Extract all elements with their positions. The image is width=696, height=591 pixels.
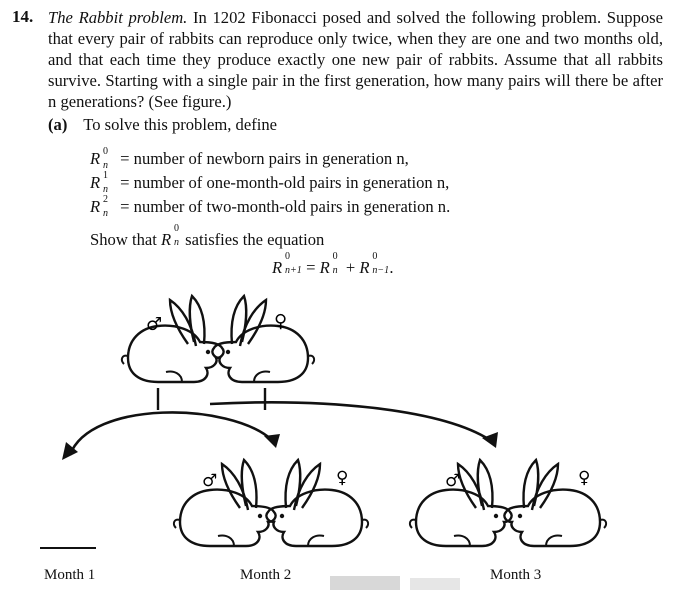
problem-text [48,7,663,112]
definition-text: = number of newborn pairs in generation n, [120,149,409,168]
show-suffix: satisfies the equation [185,230,325,249]
month-1-label: Month 1 [44,567,96,583]
rabbit-female-month-3 [504,460,606,546]
female-symbol-month-1: ♀ [274,311,288,332]
recurrence-equation: R 0 n+1 = R 0 n + R 0 n−1 . [272,251,394,277]
symbol-r: R 2 n [90,194,108,219]
part-a-intro: To solve this problem, define [83,115,277,134]
problem-body: In 1202 Fibonacci posed and solved the following problem. Suppose that every pair of rabbits can reproduce only twice, when they are one and two months old, and that each time they produce exactly one new pair of rabbits. Assume that all rabbits survive. Starting with a single pair in the first generation, how many pairs will there be after n generations? (See figure.) [48,8,664,111]
symbol-r: R 0 n [90,146,108,171]
rabbit-figure [0,290,696,591]
show-statement [90,223,325,250]
female-symbol-month-3: ♀ [578,468,591,488]
plus-sign: + [345,258,356,277]
arrow-month-2 [210,402,490,440]
definition-row [90,195,450,219]
rabbit-female-month-1 [212,296,314,382]
definition-row [90,147,450,171]
problem-number: 14. [12,7,34,26]
definition-text: = number of one-month-old pairs in generation n, [120,173,450,192]
male-symbol-month-1: ♂ [146,314,163,335]
symbol-r: R 0 n [161,223,179,249]
show-prefix: Show that [90,230,157,249]
definition-row [90,171,450,195]
arrow-month-1 [70,412,272,455]
rabbit-female-month-2 [266,460,368,546]
rabbit-male-month-2 [174,460,276,546]
definition-text: = number of two-month-old pairs in generation n. [120,197,451,216]
female-symbol-month-2: ♀ [336,468,349,488]
equation-rhs-2: R 0 n−1 [359,251,390,277]
month-2-label: Month 2 [240,567,292,583]
equation-rhs-1: R 0 n [319,251,338,277]
part-a-label: (a) [48,115,68,134]
definitions [90,147,450,219]
equation-lhs: R 0 n+1 [272,251,302,277]
symbol-r: R 1 n [90,170,108,195]
arrowhead [264,434,280,448]
male-symbol-month-3: ♂ [445,471,461,491]
equals-sign: = [306,258,316,277]
male-symbol-month-2: ♂ [202,471,218,491]
arrowhead [482,432,498,448]
problem-title: The Rabbit problem. [48,8,188,27]
rabbit-male-month-3 [410,460,512,546]
scan-artifact [410,578,460,590]
part-a-header [48,115,277,135]
scan-artifact [330,576,400,590]
month-3-label: Month 3 [490,567,542,583]
rabbit-male-month-1 [122,296,224,382]
